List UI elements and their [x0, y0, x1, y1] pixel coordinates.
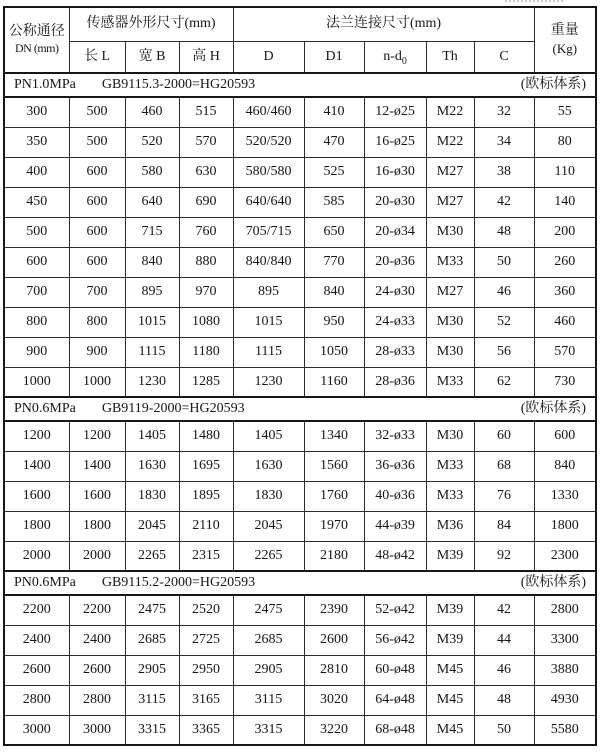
- cell-d: 705/715: [233, 217, 304, 247]
- cell-c: 42: [474, 187, 534, 217]
- cell-d: 895: [233, 277, 304, 307]
- standard-code: GB9115.3-2000=HG20593: [101, 76, 256, 92]
- cell-d: 1015: [233, 307, 304, 337]
- cell-th: M33: [426, 367, 474, 397]
- cell-n-d0: 36-ø36: [364, 451, 426, 481]
- cell-dn: 450: [4, 187, 69, 217]
- table-body: [4, 73, 596, 745]
- cell-length-l: 2600: [69, 655, 125, 685]
- cell-length-l: 600: [69, 247, 125, 277]
- cell-height-h: 2315: [179, 541, 233, 571]
- cell-weight: 140: [534, 187, 596, 217]
- cell-d1: 2600: [304, 625, 364, 655]
- cell-n-d0: 20-ø36: [364, 247, 426, 277]
- cell-n-d0: 28-ø36: [364, 367, 426, 397]
- cell-width-b: 2265: [125, 541, 179, 571]
- cell-c: 46: [474, 277, 534, 307]
- cell-d1: 2180: [304, 541, 364, 571]
- cell-d: 640/640: [233, 187, 304, 217]
- cell-d1: 950: [304, 307, 364, 337]
- cell-n-d0: 44-ø39: [364, 511, 426, 541]
- cell-c: 60: [474, 421, 534, 451]
- table-row: [4, 715, 596, 745]
- cell-length-l: 2000: [69, 541, 125, 571]
- cell-dn: 300: [4, 97, 69, 127]
- cell-height-h: 690: [179, 187, 233, 217]
- section-header-cell: [4, 571, 596, 595]
- cell-width-b: 1630: [125, 451, 179, 481]
- cell-weight: 600: [534, 421, 596, 451]
- cell-d1: 525: [304, 157, 364, 187]
- cell-n-d0: 20-ø34: [364, 217, 426, 247]
- cell-length-l: 600: [69, 157, 125, 187]
- cell-width-b: 1115: [125, 337, 179, 367]
- cell-d1: 1760: [304, 481, 364, 511]
- cell-length-l: 1000: [69, 367, 125, 397]
- table-row: [4, 481, 596, 511]
- cell-d1: 650: [304, 217, 364, 247]
- cell-length-l: 2400: [69, 625, 125, 655]
- section-header-row: [4, 73, 596, 97]
- cell-n-d0: 24-ø33: [364, 307, 426, 337]
- cell-th: M27: [426, 187, 474, 217]
- cell-height-h: 1480: [179, 421, 233, 451]
- cell-width-b: 1405: [125, 421, 179, 451]
- cell-n-d0: 40-ø36: [364, 481, 426, 511]
- dn-unit: DN (mm): [15, 41, 59, 56]
- cell-dn: 1000: [4, 367, 69, 397]
- cell-d1: 1160: [304, 367, 364, 397]
- pressure-rating: PN0.6MPa: [14, 400, 76, 416]
- cell-length-l: 900: [69, 337, 125, 367]
- cell-c: 56: [474, 337, 534, 367]
- cell-c: 34: [474, 127, 534, 157]
- dn-title: 公称通径: [8, 24, 65, 40]
- cell-n-d0: 12-ø25: [364, 97, 426, 127]
- cell-d1: 2390: [304, 595, 364, 625]
- cell-c: 76: [474, 481, 534, 511]
- col-header-weight: [534, 7, 596, 73]
- cell-length-l: 500: [69, 127, 125, 157]
- cell-d: 2685: [233, 625, 304, 655]
- cell-n-d0: 24-ø30: [364, 277, 426, 307]
- cell-height-h: 630: [179, 157, 233, 187]
- cell-height-h: 2110: [179, 511, 233, 541]
- col-header-length-l: 长 L: [69, 41, 125, 73]
- cell-d: 2475: [233, 595, 304, 625]
- cell-height-h: 970: [179, 277, 233, 307]
- cell-dn: 900: [4, 337, 69, 367]
- cell-d: 460/460: [233, 97, 304, 127]
- cell-dn: 700: [4, 277, 69, 307]
- cell-length-l: 500: [69, 97, 125, 127]
- col-header-c: C: [474, 41, 534, 73]
- cell-weight: 2300: [534, 541, 596, 571]
- table-row: [4, 97, 596, 127]
- weight-title: 重量: [550, 23, 579, 39]
- cell-width-b: 3315: [125, 715, 179, 745]
- cell-length-l: 3000: [69, 715, 125, 745]
- cell-weight: 840: [534, 451, 596, 481]
- section-header-cell: [4, 73, 596, 97]
- cell-height-h: 570: [179, 127, 233, 157]
- cell-th: M30: [426, 421, 474, 451]
- cell-d1: 585: [304, 187, 364, 217]
- cell-c: 32: [474, 97, 534, 127]
- cell-weight: 80: [534, 127, 596, 157]
- table-row: [4, 157, 596, 187]
- table-row: [4, 451, 596, 481]
- table-row: [4, 685, 596, 715]
- cell-d: 520/520: [233, 127, 304, 157]
- cell-weight: 2800: [534, 595, 596, 625]
- col-header-d1: D1: [304, 41, 364, 73]
- cell-d: 1630: [233, 451, 304, 481]
- cell-height-h: 1080: [179, 307, 233, 337]
- cell-d: 3115: [233, 685, 304, 715]
- cell-th: M39: [426, 595, 474, 625]
- cell-height-h: 3365: [179, 715, 233, 745]
- table-row: [4, 367, 596, 397]
- cell-length-l: 1800: [69, 511, 125, 541]
- cell-d1: 770: [304, 247, 364, 277]
- cell-height-h: 880: [179, 247, 233, 277]
- standard-system: (欧标体系): [520, 76, 587, 92]
- standard-system: (欧标体系): [520, 574, 587, 590]
- pressure-rating: PN1.0MPa: [14, 76, 76, 92]
- cell-width-b: 460: [125, 97, 179, 127]
- cell-d1: 3020: [304, 685, 364, 715]
- cell-th: M36: [426, 511, 474, 541]
- cell-th: M30: [426, 307, 474, 337]
- cell-dn: 2600: [4, 655, 69, 685]
- table-row: [4, 187, 596, 217]
- cell-n-d0: 60-ø48: [364, 655, 426, 685]
- cell-n-d0: 48-ø42: [364, 541, 426, 571]
- table-row: [4, 511, 596, 541]
- table-row: [4, 655, 596, 685]
- cell-length-l: 800: [69, 307, 125, 337]
- cell-n-d0: 16-ø25: [364, 127, 426, 157]
- cell-height-h: 1180: [179, 337, 233, 367]
- table-row: [4, 277, 596, 307]
- cell-th: M33: [426, 451, 474, 481]
- cell-n-d0: 16-ø30: [364, 157, 426, 187]
- header-row-groups: [4, 7, 596, 41]
- cell-d1: 1050: [304, 337, 364, 367]
- cell-th: M45: [426, 685, 474, 715]
- table-row: [4, 421, 596, 451]
- table-row: [4, 307, 596, 337]
- cell-th: M45: [426, 655, 474, 685]
- cell-c: 68: [474, 451, 534, 481]
- cell-width-b: 2475: [125, 595, 179, 625]
- cell-height-h: 2950: [179, 655, 233, 685]
- table-row: [4, 595, 596, 625]
- cell-width-b: 1830: [125, 481, 179, 511]
- cell-th: M27: [426, 277, 474, 307]
- cell-n-d0: 56-ø42: [364, 625, 426, 655]
- cell-n-d0: 64-ø48: [364, 685, 426, 715]
- pressure-rating: PN0.6MPa: [14, 574, 76, 590]
- cell-weight: 110: [534, 157, 596, 187]
- cell-height-h: 515: [179, 97, 233, 127]
- cell-th: M22: [426, 127, 474, 157]
- cell-height-h: 3165: [179, 685, 233, 715]
- cell-width-b: 1230: [125, 367, 179, 397]
- col-header-n-d0: $n-d_0$: [364, 41, 426, 73]
- table-row: [4, 217, 596, 247]
- cell-th: M30: [426, 337, 474, 367]
- cell-c: 42: [474, 595, 534, 625]
- col-header-dn: [4, 7, 69, 73]
- cell-th: M22: [426, 97, 474, 127]
- cell-d: 2045: [233, 511, 304, 541]
- cell-width-b: 580: [125, 157, 179, 187]
- cell-dn: 800: [4, 307, 69, 337]
- col-header-width-b: 宽 B: [125, 41, 179, 73]
- cell-d1: 470: [304, 127, 364, 157]
- table-row: [4, 337, 596, 367]
- cell-d: 2905: [233, 655, 304, 685]
- cell-height-h: 1285: [179, 367, 233, 397]
- group-header-sensor-dimensions: 传感器外形尺寸(mm): [69, 7, 233, 41]
- cell-th: M45: [426, 715, 474, 745]
- cell-c: 48: [474, 217, 534, 247]
- cell-c: 48: [474, 685, 534, 715]
- cell-height-h: 1695: [179, 451, 233, 481]
- cell-dn: 1200: [4, 421, 69, 451]
- cell-height-h: 1895: [179, 481, 233, 511]
- section-header-row: [4, 571, 596, 595]
- cell-weight: 4930: [534, 685, 596, 715]
- cell-length-l: 1400: [69, 451, 125, 481]
- cell-d1: 410: [304, 97, 364, 127]
- cell-d: 1405: [233, 421, 304, 451]
- cell-width-b: 3115: [125, 685, 179, 715]
- cell-weight: 3880: [534, 655, 596, 685]
- weight-unit: (Kg): [552, 40, 578, 56]
- cell-th: M39: [426, 541, 474, 571]
- cell-dn: 350: [4, 127, 69, 157]
- cell-n-d0: 52-ø42: [364, 595, 426, 625]
- cell-weight: 1800: [534, 511, 596, 541]
- cell-dn: 600: [4, 247, 69, 277]
- standard-system: (欧标体系): [520, 400, 587, 416]
- cell-weight: 260: [534, 247, 596, 277]
- cell-th: M39: [426, 625, 474, 655]
- cell-dn: 500: [4, 217, 69, 247]
- cell-th: M27: [426, 157, 474, 187]
- cell-weight: 730: [534, 367, 596, 397]
- cell-c: 50: [474, 247, 534, 277]
- cell-n-d0: 20-ø30: [364, 187, 426, 217]
- cell-dn: 400: [4, 157, 69, 187]
- cell-weight: 570: [534, 337, 596, 367]
- cell-c: 38: [474, 157, 534, 187]
- cell-d: 1830: [233, 481, 304, 511]
- cell-n-d0: 32-ø33: [364, 421, 426, 451]
- cell-d: 3315: [233, 715, 304, 745]
- cell-length-l: 700: [69, 277, 125, 307]
- cell-d: 580/580: [233, 157, 304, 187]
- cell-dn: 2800: [4, 685, 69, 715]
- cell-th: M30: [426, 217, 474, 247]
- cell-d1: 1970: [304, 511, 364, 541]
- cell-height-h: 760: [179, 217, 233, 247]
- cell-dn: 1400: [4, 451, 69, 481]
- cell-width-b: 840: [125, 247, 179, 277]
- cell-c: 84: [474, 511, 534, 541]
- cell-length-l: 600: [69, 217, 125, 247]
- cell-length-l: 2800: [69, 685, 125, 715]
- cell-d1: 3220: [304, 715, 364, 745]
- cell-dn: 1800: [4, 511, 69, 541]
- cell-c: 62: [474, 367, 534, 397]
- cell-height-h: 2520: [179, 595, 233, 625]
- col-header-d: D: [233, 41, 304, 73]
- cell-dn: 2000: [4, 541, 69, 571]
- dimension-spec-table: [3, 6, 597, 746]
- section-header-cell: [4, 397, 596, 421]
- cell-length-l: 1200: [69, 421, 125, 451]
- cell-c: 50: [474, 715, 534, 745]
- cell-th: M33: [426, 247, 474, 277]
- cell-dn: 1600: [4, 481, 69, 511]
- cell-d1: 1560: [304, 451, 364, 481]
- cell-weight: 1330: [534, 481, 596, 511]
- cell-weight: 3300: [534, 625, 596, 655]
- cell-weight: 360: [534, 277, 596, 307]
- cell-height-h: 2725: [179, 625, 233, 655]
- cell-c: 46: [474, 655, 534, 685]
- cell-c: 92: [474, 541, 534, 571]
- cell-width-b: 2045: [125, 511, 179, 541]
- cell-d1: 1340: [304, 421, 364, 451]
- cell-d: 1230: [233, 367, 304, 397]
- group-header-flange-dimensions: 法兰连接尺寸(mm): [233, 7, 534, 41]
- cell-width-b: 1015: [125, 307, 179, 337]
- cell-dn: 2200: [4, 595, 69, 625]
- cell-width-b: 2685: [125, 625, 179, 655]
- standard-code: GB9119-2000=HG20593: [101, 400, 245, 416]
- cell-width-b: 640: [125, 187, 179, 217]
- header-row-columns: [4, 41, 596, 73]
- scan-artifact: [505, 0, 563, 5]
- table-row: [4, 625, 596, 655]
- cell-weight: 5580: [534, 715, 596, 745]
- table-row: [4, 247, 596, 277]
- cell-width-b: 895: [125, 277, 179, 307]
- cell-n-d0: 68-ø48: [364, 715, 426, 745]
- cell-weight: 460: [534, 307, 596, 337]
- cell-th: M33: [426, 481, 474, 511]
- cell-c: 44: [474, 625, 534, 655]
- cell-d1: 840: [304, 277, 364, 307]
- col-header-th: Th: [426, 41, 474, 73]
- cell-d: 1115: [233, 337, 304, 367]
- standard-code: GB9115.2-2000=HG20593: [101, 574, 256, 590]
- table-row: [4, 127, 596, 157]
- cell-weight: 55: [534, 97, 596, 127]
- cell-c: 52: [474, 307, 534, 337]
- cell-dn: 2400: [4, 625, 69, 655]
- cell-length-l: 600: [69, 187, 125, 217]
- cell-d1: 2810: [304, 655, 364, 685]
- cell-n-d0: 28-ø33: [364, 337, 426, 367]
- col-header-height-h: 高 H: [179, 41, 233, 73]
- cell-width-b: 2905: [125, 655, 179, 685]
- cell-length-l: 1600: [69, 481, 125, 511]
- cell-d: 840/840: [233, 247, 304, 277]
- cell-length-l: 2200: [69, 595, 125, 625]
- table-row: [4, 541, 596, 571]
- cell-weight: 200: [534, 217, 596, 247]
- cell-dn: 3000: [4, 715, 69, 745]
- cell-width-b: 520: [125, 127, 179, 157]
- cell-d: 2265: [233, 541, 304, 571]
- table-header: [4, 7, 596, 73]
- cell-width-b: 715: [125, 217, 179, 247]
- section-header-row: [4, 397, 596, 421]
